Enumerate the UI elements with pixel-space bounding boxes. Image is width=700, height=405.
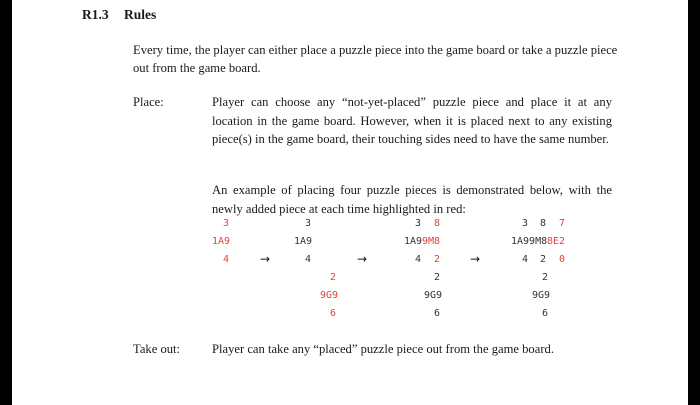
takeout-paragraph: Player can take any “placed” puzzle piece out from the game board. — [212, 342, 554, 356]
section-title: Rules — [124, 7, 157, 22]
section-heading — [82, 7, 156, 23]
step3-top-a: 3 — [415, 218, 422, 229]
step3-piece-new: 9M8 — [422, 236, 441, 247]
place-label: Place: — [133, 95, 164, 109]
step2-bottom: 4 — [305, 254, 312, 265]
step1-top: 3 — [223, 218, 230, 229]
section-number: R1.3 — [82, 7, 109, 22]
step4-g-piece: 9G9 — [532, 290, 551, 301]
step4-top-a: 3 — [522, 218, 529, 229]
step1-piece: 1A9 — [212, 236, 231, 247]
step4-bottom-b: 2 — [540, 254, 547, 265]
step3-g-top: 2 — [434, 272, 441, 283]
step2-top: 3 — [305, 218, 312, 229]
place-paragraph: Player can choose any “not-yet-placed” puzzle piece and place it at any location in the game board. However, when it is placed next to any existing piece(s) in the game board, their touching sides need to have the same number. — [212, 95, 612, 146]
step4-g-top: 2 — [542, 272, 549, 283]
step3-piece-a: 1A9 — [404, 236, 423, 247]
step4-piece-a: 1A99M8 — [511, 236, 548, 247]
step4-bottom-new: 0 — [559, 254, 566, 265]
arrow-icon: → — [357, 252, 368, 266]
step2-new-piece: 9G9 — [320, 290, 339, 301]
step1-bottom: 4 — [223, 254, 230, 265]
intro-paragraph: Every time, the player can either place a puzzle piece into the game board or take a puzzle piece out from the game board. — [133, 43, 618, 75]
document-page — [12, 0, 688, 405]
step3-g-piece: 9G9 — [424, 290, 443, 301]
arrow-icon: → — [260, 252, 271, 266]
step2-new-bottom: 6 — [330, 308, 337, 319]
arrow-icon: → — [470, 252, 481, 266]
takeout-label: Take out: — [133, 342, 181, 356]
step4-bottom-a: 4 — [522, 254, 529, 265]
example-paragraph: An example of placing four puzzle pieces is demonstrated below, with the newly added piece at each time highlighted in red: — [212, 183, 612, 216]
step2-new-top: 2 — [330, 272, 337, 283]
step4-top-new: 7 — [559, 218, 566, 229]
step4-g-bottom: 6 — [542, 308, 549, 319]
step3-top-new: 8 — [434, 218, 441, 229]
step2-piece: 1A9 — [294, 236, 313, 247]
step4-top-b: 8 — [540, 218, 547, 229]
step3-g-bottom: 6 — [434, 308, 441, 319]
step4-piece-new: 8E2 — [547, 236, 566, 247]
step3-bottom-a: 4 — [415, 254, 422, 265]
step3-bottom-new: 2 — [434, 254, 441, 265]
